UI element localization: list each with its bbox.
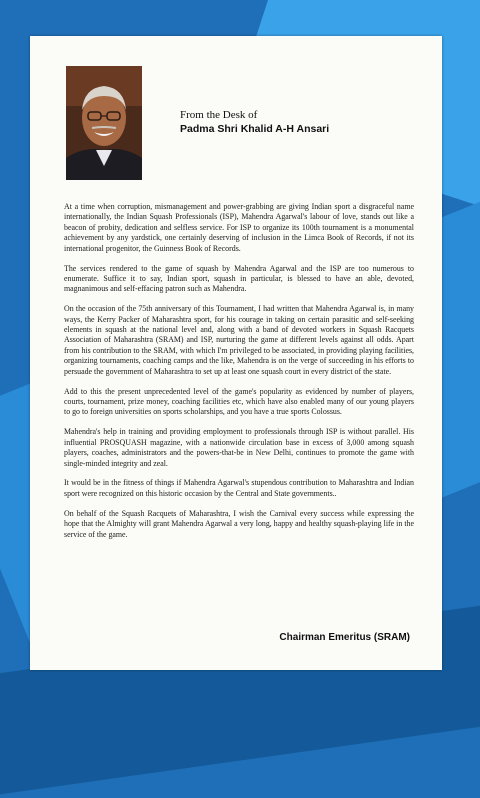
- letter-body: [64, 202, 414, 549]
- heading-author-name: Padma Shri Khalid A-H Ansari: [180, 123, 330, 135]
- paragraph: The services rendered to the game of squash by Mahendra Agarwal and the ISP are too numerous to enumerate. Suffice it to say, Indian sport, squash in particular, is blessed to have an able, devoted, magnanimous and self-effacing patron such as Mahendra.: [64, 263, 414, 294]
- signoff-title: Chairman Emeritus (SRAM): [279, 632, 410, 643]
- author-portrait: [66, 66, 142, 180]
- paragraph: On the occasion of the 75th anniversary of this Tournament, I had written that Mahendra Agarwal is, in many ways, the Kerry Packer of Maharashtra sport, for his courage in taking on certain parasitic and self-seeking elements in squash at the national level and, along with a band of devoted workers in Squash Racquets Association of Maharashtra (SRAM) and ISP, nurturing the game at different levels against all odds. Apart from his contribution to the SRAM, with which I'm privileged to be associated, in providing playing facilities, organizing tournaments, coaching camps and the like, Mahendra is on the verge of succeeding in his efforts to persuade the government of Maharashtra to set up at least one squash court in every district of the state.: [64, 304, 414, 376]
- paragraph: Mahendra's help in training and providing employment to professionals through ISP is without parallel. His influential PROSQUASH magazine, with a nationwide circulation base in excess of 3,000 among squash players, coaches, administrators and the powers-that-be in New Delhi, continues to promote the game with single-minded integrity and zeal.: [64, 427, 414, 468]
- paragraph: At a time when corruption, mismanagement and power-grabbing are giving Indian sport a disgraceful name internationally, the Indian Squash Professionals (ISP), Mahendra Agarwal's labour of love, stands out like a beacon of probity, dedication and selfless service. For ISP to organize its 100th tournament is a monumental achievement by any yardstick, one certainly deserving of inclusion in the Limca Book of Records, if not its international progenitor, the Guinness Book of Records.: [64, 202, 414, 253]
- paragraph: It would be in the fitness of things if Mahendra Agarwal's stupendous contribution to Maharashtra and Indian sport were recognized on this historic occasion by the Central and State governments..: [64, 478, 414, 498]
- paragraph: On behalf of the Squash Racquets of Maharashtra, I wish the Carnival every success while expressing the hope that the Almighty will grant Mahendra Agarwal a very long, happy and healthy squash-playing life in the service of the game.: [64, 508, 414, 539]
- heading-from-desk: From the Desk of: [180, 109, 258, 121]
- letter-heading: [180, 108, 420, 137]
- paragraph: Add to this the present unprecedented level of the game's popularity as evidenced by number of players, courts, tournament, prize money, coaching facilities etc, which have also enabled many of our young players to go to foreign universities on sports scholarships, and you have a true sports Colossus.: [64, 386, 414, 417]
- portrait-image: [66, 66, 142, 180]
- letter-page: [30, 36, 442, 670]
